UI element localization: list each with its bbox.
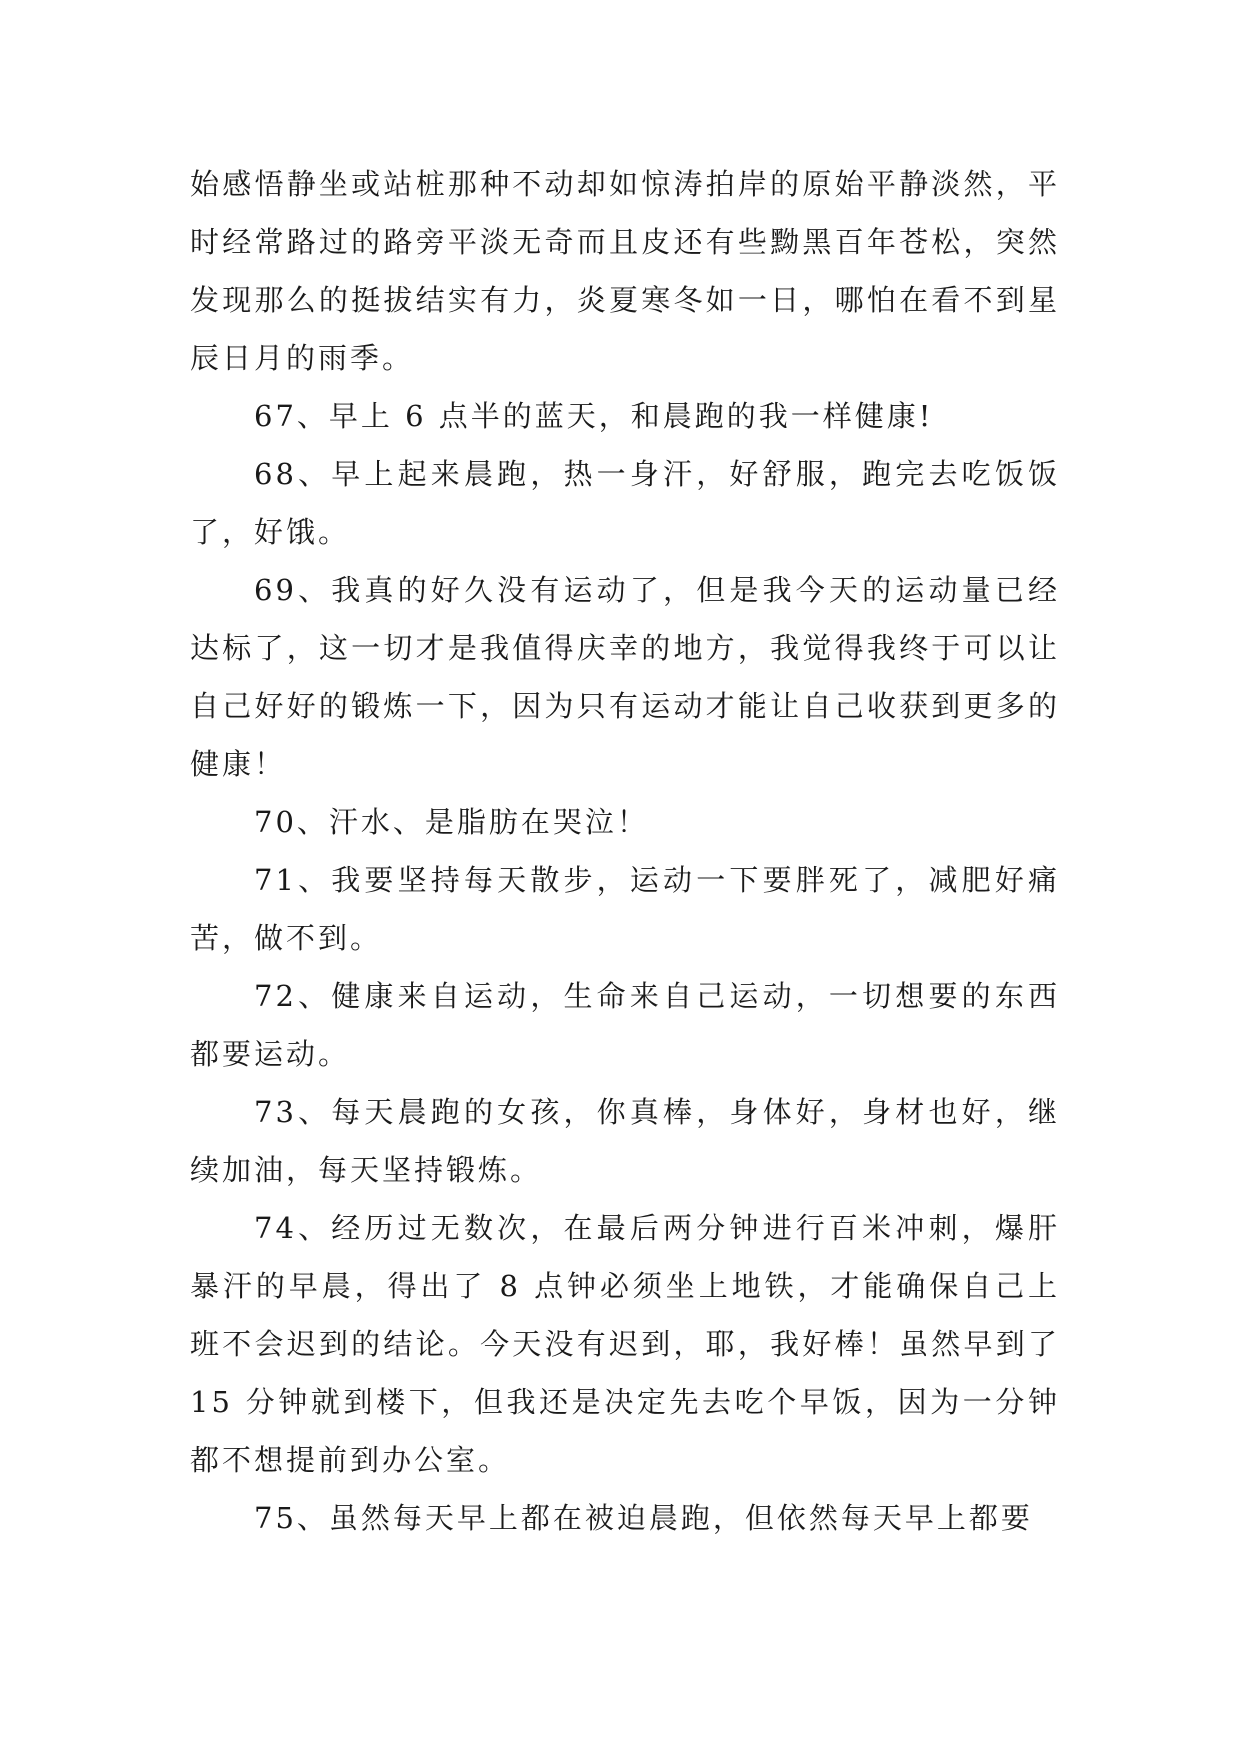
paragraph-item-68: 68、早上起来晨跑，热一身汗，好舒服，跑完去吃饭饭了，好饿。 [190, 457, 1060, 549]
paragraph-item-71: 71、我要坚持每天散步，运动一下要胖死了，减肥好痛苦，做不到。 [190, 863, 1060, 955]
document-body [190, 155, 1060, 1547]
paragraph-continuation: 始感悟静坐或站桩那种不动却如惊涛拍岸的原始平静淡然，平时经常路过的路旁平淡无奇而且皮还有些黝黑百年苍松，突然发现那么的挺拔结实有力，炎夏寒冬如一日，哪怕在看不到星辰日月的雨季。 [190, 167, 1060, 375]
paragraph-item-70: 70、汗水、是脂肪在哭泣！ [254, 805, 649, 839]
paragraph-item-73: 73、每天晨跑的女孩，你真棒，身体好，身材也好，继续加油，每天坚持锻炼。 [190, 1095, 1060, 1187]
paragraph-item-75: 75、虽然每天早上都在被迫晨跑，但依然每天早上都要 [254, 1501, 1033, 1535]
paragraph-item-67: 67、早上 6 点半的蓝天，和晨跑的我一样健康! [254, 399, 934, 433]
paragraph-item-69: 69、我真的好久没有运动了，但是我今天的运动量已经达标了，这一切才是我值得庆幸的地方，我觉得我终于可以让自己好好的锻炼一下，因为只有运动才能让自己收获到更多的健康！ [190, 573, 1060, 781]
paragraph-item-72: 72、健康来自运动，生命来自己运动，一切想要的东西都要运动。 [190, 979, 1060, 1071]
paragraph-item-74: 74、经历过无数次，在最后两分钟进行百米冲刺，爆肝暴汗的早晨，得出了 8 点钟必须坐上地铁，才能确保自己上班不会迟到的结论。今天没有迟到，耶，我好棒！虽然早到了 15 分钟就到楼下，但我还是决定先去吃个早饭，因为一分钟都不想提前到办公室。 [190, 1211, 1060, 1477]
